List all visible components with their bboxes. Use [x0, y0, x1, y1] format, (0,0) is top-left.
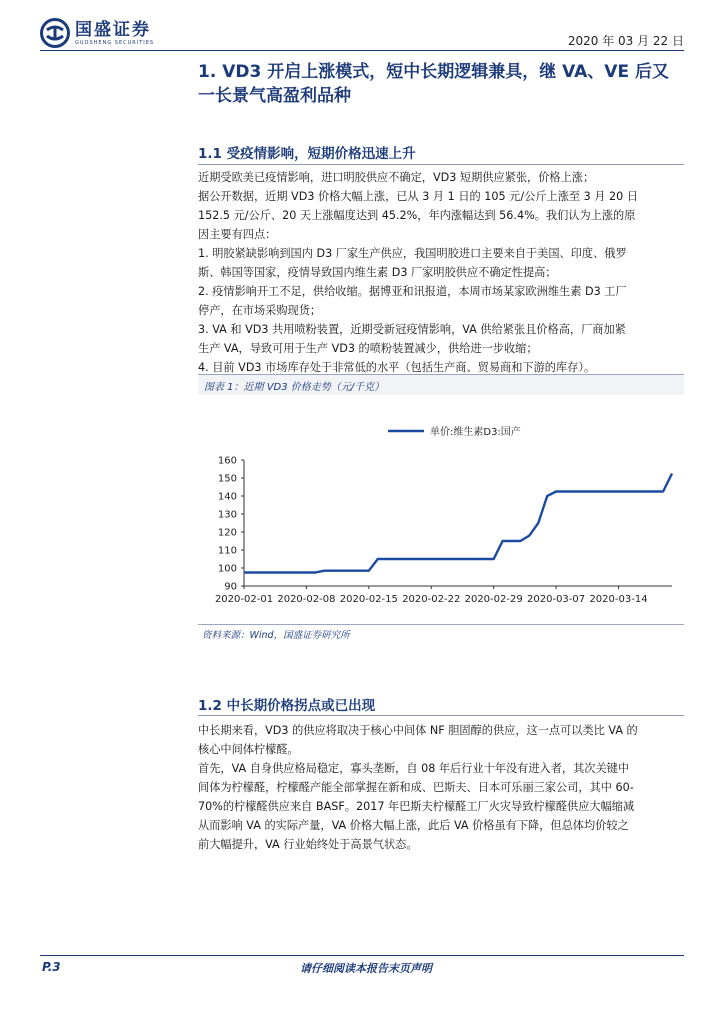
section-1-1-body	[198, 168, 684, 377]
report-date: 2020 年 03 月 22 日	[567, 34, 684, 48]
body-line: 生产 VA，导致可用于生产 VD3 的喷粉装置减少，供给进一步收缩；	[198, 342, 538, 355]
y-tick-label: 110	[217, 545, 237, 557]
y-tick-label: 160	[217, 455, 237, 467]
y-tick-label: 140	[217, 491, 237, 503]
legend-label: 单价:维生素D3:国产	[430, 427, 521, 438]
section-1-2-divider	[198, 715, 684, 716]
figure-title-bar	[198, 374, 684, 395]
body-line: 中长期来看，VD3 的供应将取决于核心中间体 NF 胆固醇的供应，这一点可以类比 VA 的	[198, 724, 638, 737]
section-1-title-line-2: 一长景气高盈利品种	[198, 86, 351, 106]
x-tick-label: 2020-02-08	[277, 594, 336, 605]
brand-name-en: GUOSHENG SECURITIES	[75, 39, 155, 46]
body-line: 1. 明胶紧缺影响到国内 D3 厂家生产供应，我国明胶进口主要来自于美国、印度、俄罗	[198, 247, 627, 260]
body-line: 3. VA 和 VD3 共用喷粉装置，近期受新冠疫情影响，VA 供给紧张且价格高，厂商加紧	[198, 323, 626, 336]
figure-divider	[198, 624, 684, 625]
header-divider	[40, 50, 684, 51]
body-line: 斯、韩国等国家，疫情导致国内维生素 D3 厂家明胶供应不确定性提高；	[198, 266, 557, 279]
y-tick-label: 120	[217, 527, 237, 539]
x-tick-label: 2020-03-07	[527, 594, 586, 605]
footer-disclaimer: 请仔细阅读本报告末页声明	[300, 962, 432, 975]
figure-title: 图表 1：近期 VD3 价格走势（元/千克）	[204, 382, 385, 393]
brand-logo	[40, 18, 154, 48]
y-tick-label: 100	[217, 563, 237, 575]
body-line: 因主要有四点：	[198, 228, 277, 241]
body-line: 70%的柠檬醛供应来自 BASF。2017 年巴斯夫柠檬醛工厂火灾导致柠檬醛供应大幅缩减	[198, 800, 635, 813]
section-1-1-title: 1.1 受疫情影响，短期价格迅速上升	[198, 146, 416, 162]
x-tick-label: 2020-02-29	[464, 594, 523, 605]
body-line: 近期受欧美已疫情影响，进口明胶供应不确定，VD3 短期供应紧张，价格上涨；	[198, 171, 595, 184]
body-line: 从而影响 VA 的实际产量，VA 价格大幅上涨，此后 VA 价格虽有下降，但总体均价较之	[198, 819, 629, 832]
body-line: 前大幅提升，VA 行业始终处于高景气状态。	[198, 838, 418, 851]
x-tick-label: 2020-02-15	[339, 594, 398, 605]
x-tick-label: 2020-03-14	[589, 594, 648, 605]
body-line: 据公开数据，近期 VD3 价格大幅上涨，已从 3 月 1 日的 105 元/公斤上涨至 3 月 20 日	[198, 190, 639, 203]
body-line: 152.5 元/公斤、20 天上涨幅度达到 45.2%，年内涨幅达到 56.4%。我们认为上涨的原	[198, 209, 636, 222]
section-1-title-line-1: 1. VD3 开启上涨模式，短中长期逻辑兼具，继 VA、VE 后又	[198, 62, 669, 82]
section-1-2-body	[198, 721, 684, 854]
body-line: 间体为柠檬醛，柠檬醛产能全部掌握在新和成、巴斯夫、日本可乐丽三家公司，其中 60-	[198, 781, 634, 794]
brand-logo-icon	[40, 18, 70, 48]
series-line	[244, 474, 672, 573]
page-number: P.3	[42, 960, 61, 974]
vd3-price-chart	[198, 396, 684, 622]
body-line: 停产，在市场采购现货；	[198, 304, 322, 317]
brand-name-cn: 国盛证券	[75, 19, 151, 40]
y-tick-label: 150	[217, 473, 237, 485]
x-tick-label: 2020-02-01	[214, 594, 274, 605]
section-1-2-title: 1.2 中长期价格拐点或已出现	[198, 698, 376, 714]
y-tick-label: 90	[224, 581, 237, 593]
x-tick-label: 2020-02-22	[402, 594, 461, 605]
section-1-1-divider	[198, 164, 684, 165]
body-line: 2. 疫情影响开工不足，供给收缩。据博亚和讯报道，本周市场某家欧洲维生素 D3 工厂	[198, 285, 627, 298]
body-line: 核心中间体柠檬醛。	[198, 743, 299, 756]
figure-source: 资料来源：Wind，国盛证券研究所	[202, 630, 350, 641]
section-1-title	[198, 60, 678, 108]
body-line: 首先，VA 自身供应格局稳定，寡头垄断，自 08 年后行业十年没有进入者，其次关键中	[198, 762, 630, 775]
footer-divider	[40, 955, 684, 956]
y-tick-label: 130	[217, 509, 237, 521]
body-line: 4. 目前 VD3 市场库存处于非常低的水平（包括生产商、贸易商和下游的库存）。	[198, 361, 596, 374]
